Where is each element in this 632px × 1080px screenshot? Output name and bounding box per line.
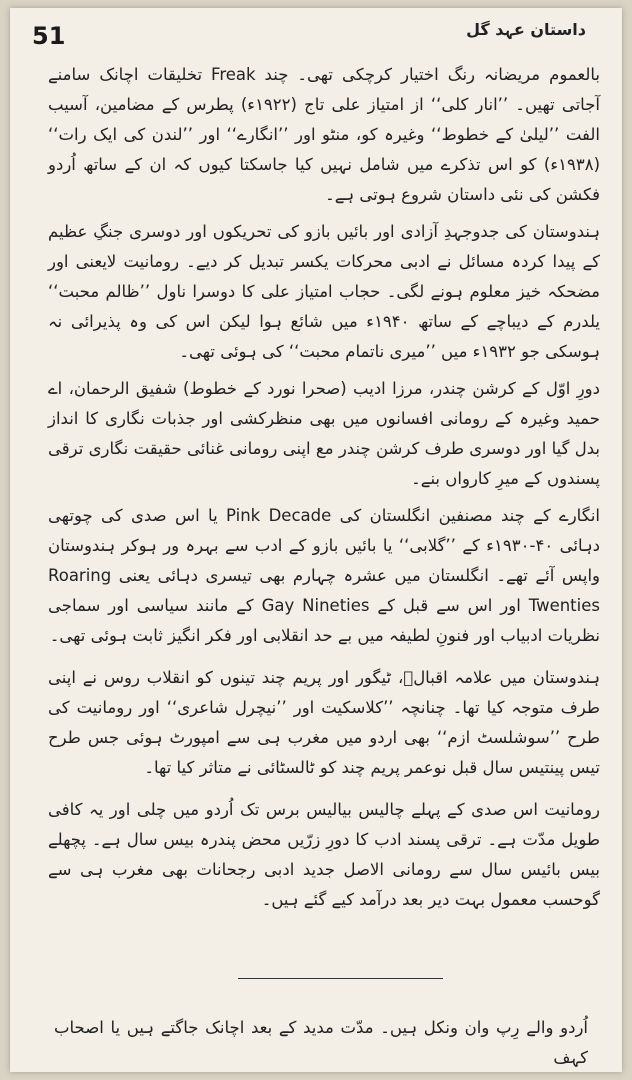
paragraph: ہندوستان کی جدوجہدِ آزادی اور بائیں بازو کی تحریکوں اور دوسری جنگِ عظیم کے پیدا کردہ مسائل نے ادبی محرکات یکسر تبدیل کر دیے۔ رومانیت لایعنی اور مضحکہ خیز معلوم ہونے لگی۔ حجاب امتیاز علی کا دوسرا ناول ’’ظالم محبت‘‘ یلدرم کے دیباچے کے ساتھ ۱۹۴۰ء میں شائع ہوا لیکن اس کی وہ پذیرائی نہ ہوسکی جو ۱۹۳۲ء میں ’’میری ناتمام محبت‘‘ کی ہوئی تھی۔ bbox=[48, 222, 600, 361]
page-header bbox=[10, 14, 622, 54]
body-text bbox=[48, 60, 600, 922]
paragraph: ہندوستان میں علامہ اقبالؔ، ٹیگور اور پریم چند تینوں کو انقلاب روس نے اپنی طرف متوجہ کیا تھا۔ چنانچہ ’’کلاسکیت اور ’’نیچرل شاعری‘‘ اور رومانیت کی طرح ’’سوشلسٹ ازم‘‘ بھی اردو میں مغرب ہی سے امپورٹ ہوئی جس طرح تیس پینتیس سال قبل نوعمر پریم چند کو ٹالسٹائی نے متاثر کیا تھا۔ bbox=[48, 668, 600, 777]
paragraph: رومانیت اس صدی کے پہلے چالیس بیالیس برس تک اُردو میں چلی اور یہ کافی طویل مدّت ہے۔ ترقی پسند ادب کا دورِ زرّیں محض پندرہ بیس سال ہے۔ پچھلے بیس بائیس سال سے رومانی الاصل جدید ادبی رجحانات بھی مغرب ہی سے گوحسب معمول بہت دیر بعد درآمد کیے گئے ہیں۔ bbox=[48, 800, 600, 909]
page-number: 51 bbox=[32, 22, 66, 50]
running-head: داستان عہد گل bbox=[466, 20, 586, 39]
footnote: اُردو والے رِپ وان ونکل ہیں۔ مدّت مدید کے بعد اچانک جاگتے ہیں یا اصحاب کہف bbox=[54, 1017, 588, 1067]
paragraph: انگارے کے چند مصنفین انگلستان کی Pink Decade یا اس صدی کی چوتھی دہائی ۴۰-۱۹۳۰ء کے ’’گلابی‘‘ یا بائیں بازو کے ادب سے بہرہ ور ہوکر ہندوستان واپس آئے تھے۔ انگلستان میں عشرہ چہارم بھی تیسری دہائی یعنی Roaring Twenties اور اس سے قبل کے Gay Nineties کے مانند سیاسی اور سماجی نظریات ادبیاب اور فنونِ لطیفہ میں بے حد انقلابی اور فکر انگیز ثابت ہوئی تھی۔ bbox=[48, 506, 600, 645]
paragraph: دورِ اوّل کے کرشن چندر، مرزا ادیب (صحرا نورد کے خطوط) شفیق الرحمان، اے حمید وغیرہ کے رومانی افسانوں میں بھی منظرکشی اور جذبات نگاری کا انداز بدل گیا اور دوسری طرف کرشن چندر مع اپنی رومانی غنائی حقیقت نگاری ترقی پسندوں کے میرِ کارواں بنے۔ bbox=[48, 379, 600, 488]
paragraph: بالعموم مریضانہ رنگ اختیار کرچکی تھی۔ چند Freak تخلیقات اچانک سامنے آجاتی تھیں۔ ’’انار کلی‘‘ از امتیاز علی تاج (۱۹۲۲ء) پطرس کے مضامین، آسیب الفت ’’لیلیٰ کے خطوط‘‘ وغیرہ کو، منٹو اور ’’انگارے‘‘ اور ’’لندن کی ایک رات‘‘ (۱۹۳۸ء) کو اس تذکرے میں شامل نہیں کیا جاسکتا کیوں کہ ان کے ساتھ اُردو فکشن کی نئی داستان شروع ہوتی ہے۔ bbox=[48, 65, 600, 204]
book-page bbox=[10, 8, 622, 1072]
footnote-divider bbox=[238, 978, 443, 979]
